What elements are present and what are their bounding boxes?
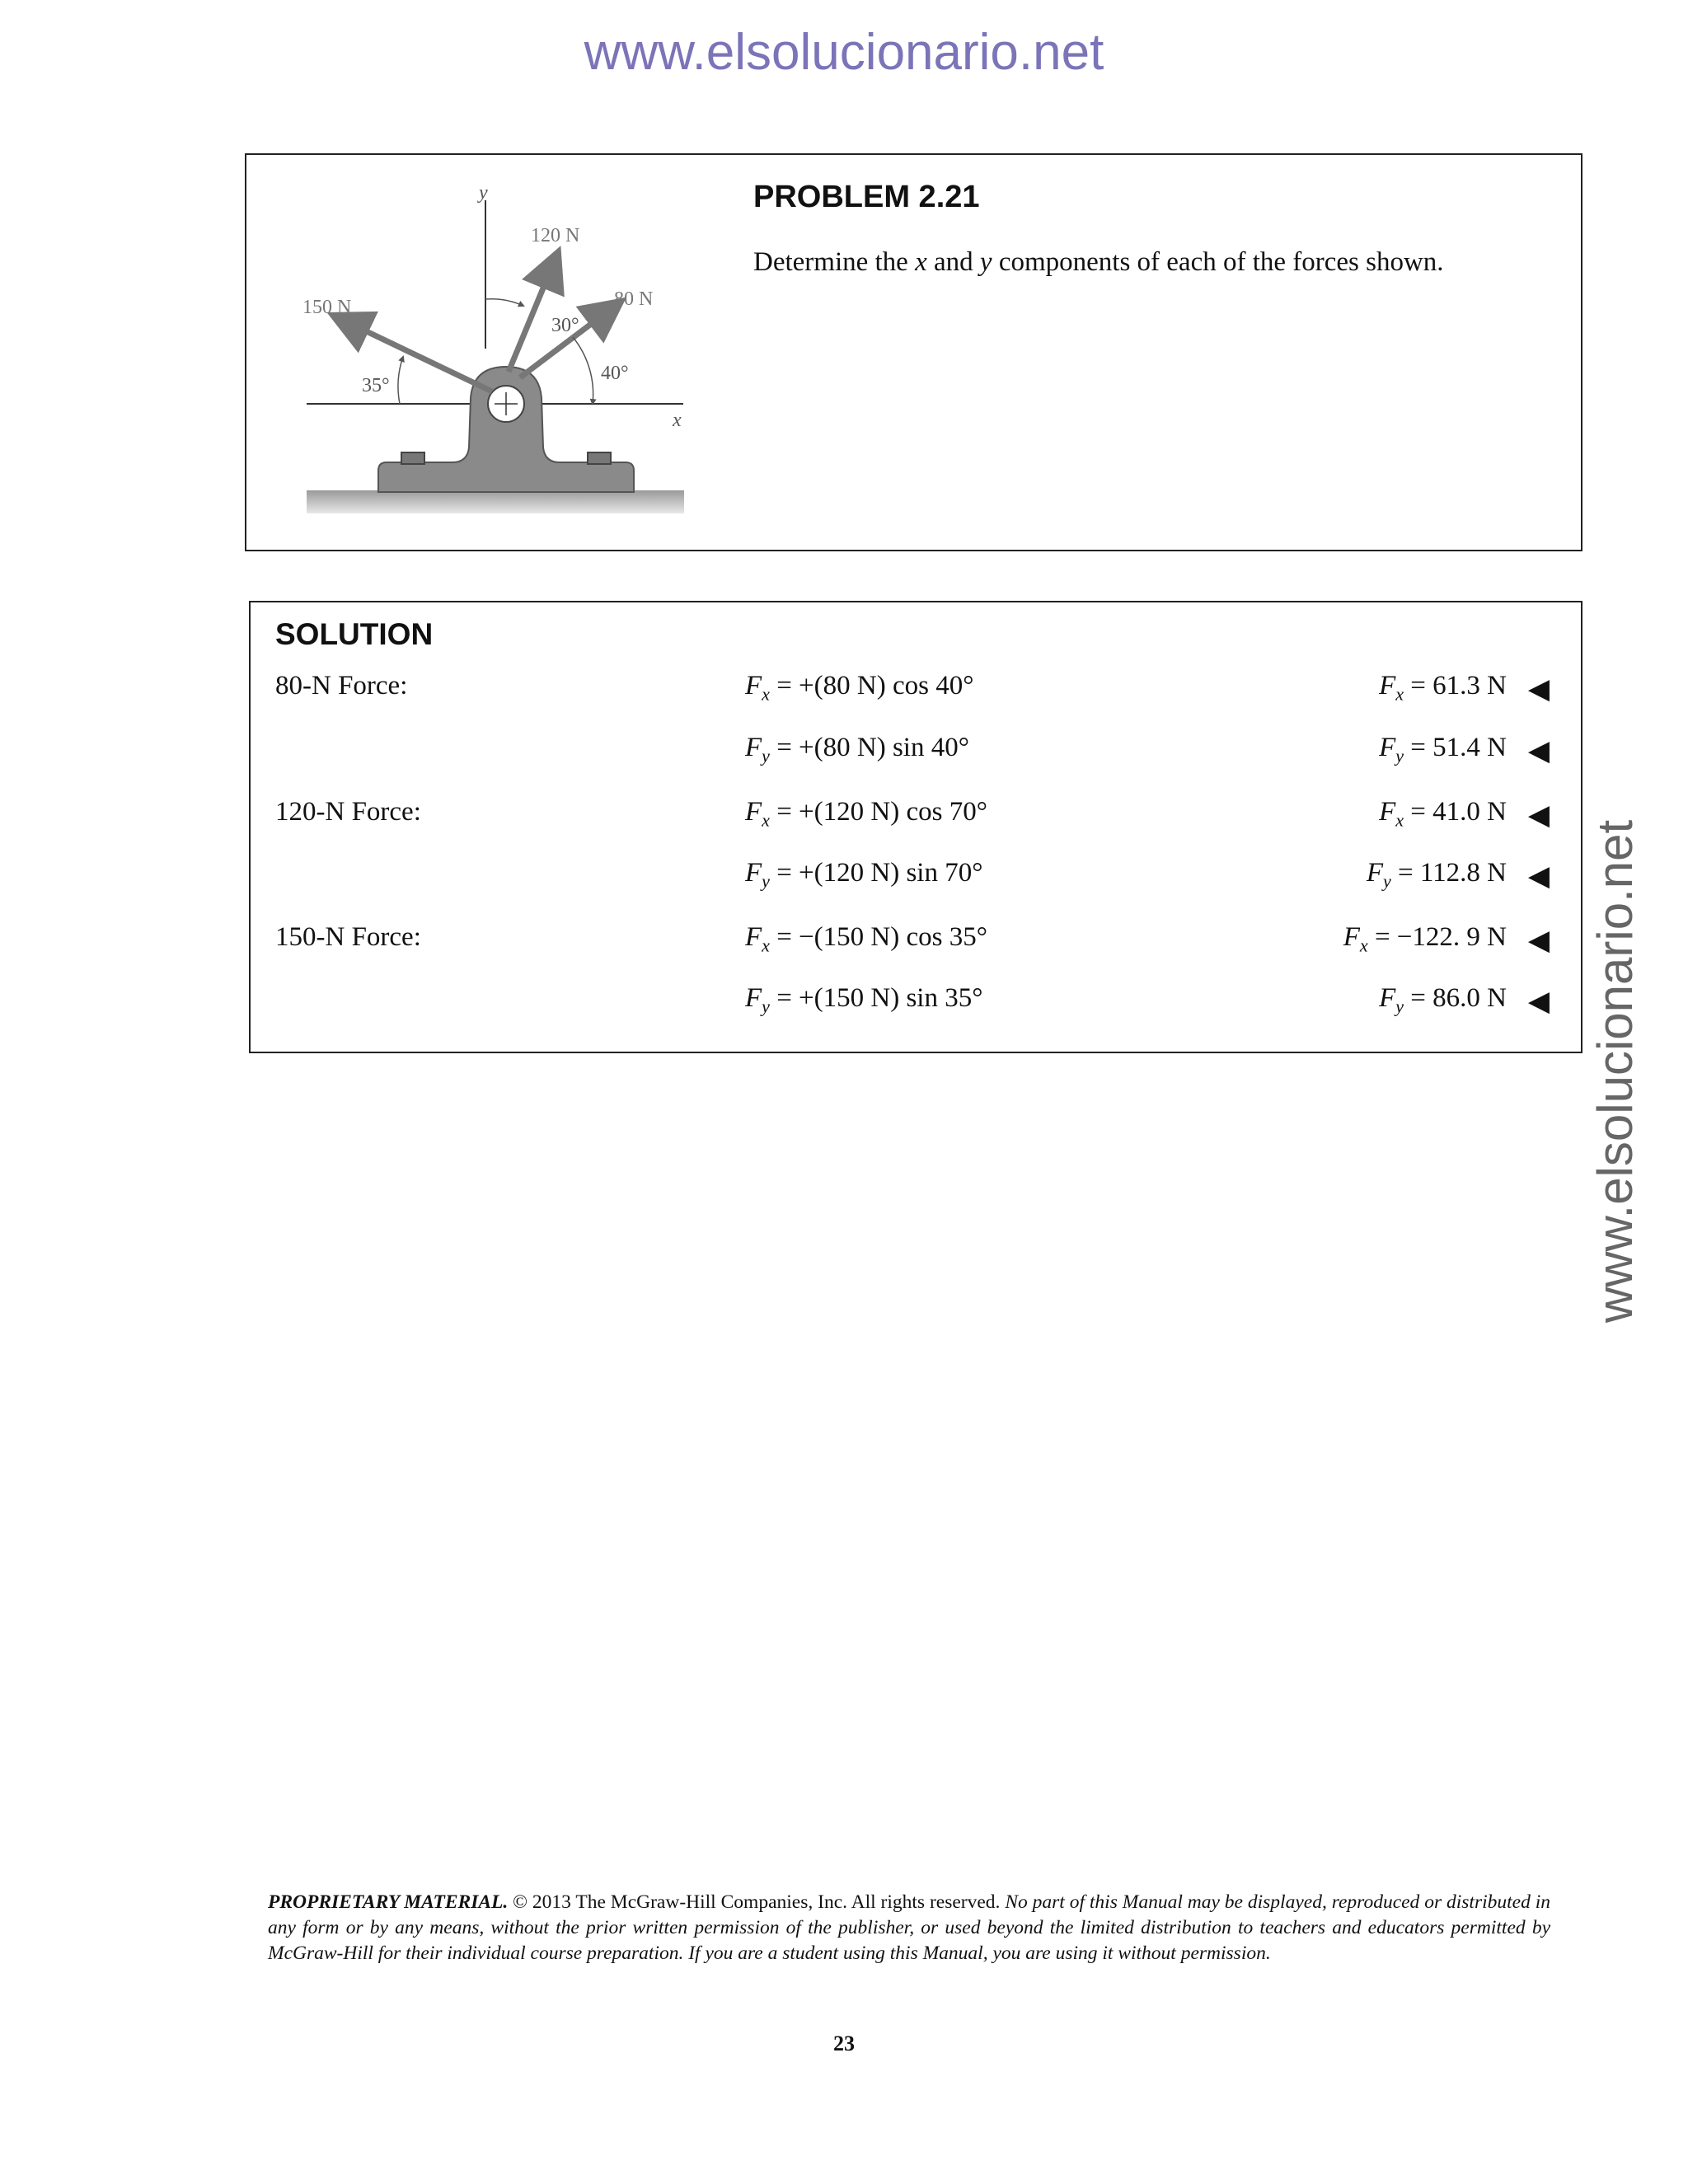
problem-statement: Determine the x and y components of each of the forces shown.: [753, 247, 1444, 277]
equation: $F_x = +(80$ N) cos 40°: [745, 671, 974, 705]
result: $F_x = -122$. 9 N: [1343, 922, 1507, 956]
solution-row: [251, 797, 1581, 838]
force-120-label: 120 N: [531, 225, 580, 246]
force-label: 120-N Force:: [275, 797, 421, 827]
bolt-right: [588, 452, 611, 464]
angle-40-label: 40°: [601, 363, 629, 384]
result-marker-icon: ◀: [1527, 673, 1550, 705]
force-label: 150-N Force:: [275, 922, 421, 952]
result: $F_x = 41.0$ N: [1379, 797, 1507, 831]
equation: $F_y = +(80$ N) sin 40°: [745, 733, 969, 766]
angle-35-arc: [398, 357, 403, 404]
result-marker-icon: ◀: [1527, 985, 1550, 1018]
page-number: 23: [833, 2032, 855, 2055]
angle-30-label: 30°: [551, 315, 579, 336]
equation: $F_x = +(120$ N) cos 70°: [745, 797, 987, 831]
solution-box: [249, 601, 1582, 1053]
copyright-footer: [268, 1890, 1550, 1966]
solution-row: [251, 858, 1581, 899]
result: $F_x = 61.3$ N: [1379, 671, 1507, 705]
equation: $F_y = +(120$ N) sin 70°: [745, 858, 983, 892]
result-marker-icon: ◀: [1527, 924, 1550, 957]
solution-title: SOLUTION: [275, 617, 434, 651]
solution-row: [251, 922, 1581, 963]
force-150-label: 150 N: [302, 297, 352, 318]
y-axis-label: y: [479, 182, 488, 204]
problem-box: [245, 153, 1582, 551]
proprietary-label: PROPRIETARY MATERIAL.: [268, 1891, 509, 1913]
problem-title: PROBLEM 2.21: [753, 180, 980, 214]
force-label: 80-N Force:: [275, 671, 408, 701]
result: $F_y = 112.8$ N: [1366, 858, 1507, 892]
force-150-arrow: [337, 317, 492, 391]
equation: $F_y = +(150$ N) sin 35°: [745, 983, 983, 1017]
angle-40-arc: [573, 337, 593, 404]
result-marker-icon: ◀: [1527, 860, 1550, 893]
watermark-top[interactable]: www.elsolucionario.net: [584, 24, 1104, 81]
result-marker-icon: ◀: [1527, 799, 1550, 832]
angle-35-label: 35°: [362, 375, 390, 396]
ground: [307, 490, 684, 513]
bolt-left: [401, 452, 424, 464]
result: $F_y = 86.0$ N: [1379, 983, 1507, 1017]
force-80-label: 80 N: [614, 288, 654, 310]
solution-row: [251, 983, 1581, 1024]
angle-30-arc: [485, 299, 523, 306]
solution-row: [251, 733, 1581, 774]
force-diagram: [296, 176, 692, 522]
copyright-text: © 2013 The McGraw-Hill Companies, Inc. All rights reserved.: [508, 1891, 1006, 1913]
watermark-side[interactable]: www.elsolucionario.net: [1587, 819, 1643, 1324]
x-axis-label: x: [673, 410, 682, 431]
solution-row: [251, 671, 1581, 712]
result-marker-icon: ◀: [1527, 734, 1550, 767]
equation: $F_x = -(150$ N) cos 35°: [745, 922, 987, 956]
legal-notice: No part of this Manual may be displayed, reproduced or distributed in any form or by any means, without the prior written permission of the publisher, or used beyond the limited distribution to teachers and educators permitted by McGraw-Hill for their individual course preparation. If you are a student using this Manual, you are using it without permission.: [268, 1891, 1551, 1964]
result: $F_y = 51.4$ N: [1379, 733, 1507, 766]
